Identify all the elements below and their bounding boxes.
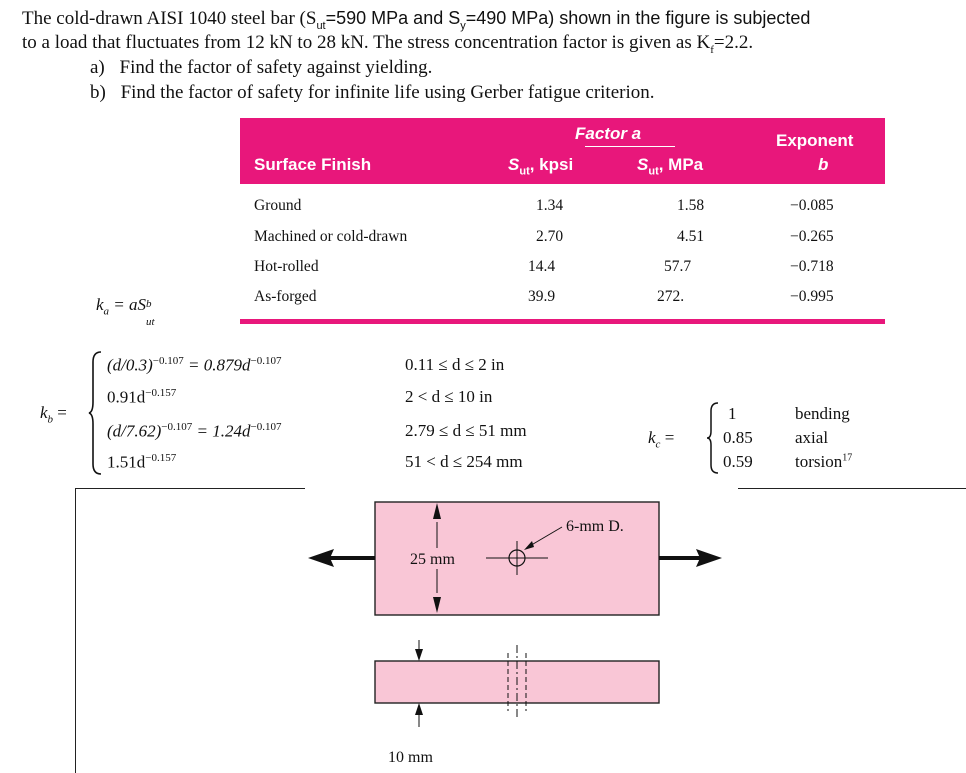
kc-value-3: 0.59 bbox=[723, 452, 753, 471]
kb-cond-4: 51 < d ≤ 254 mm bbox=[405, 452, 523, 471]
kc-load-3 bbox=[795, 452, 852, 472]
kb-case-2 bbox=[107, 387, 176, 408]
right-load-arrow bbox=[659, 549, 722, 567]
problem-part-a bbox=[90, 56, 432, 80]
row-1-b: −0.085 bbox=[790, 197, 834, 214]
sut-kpsi-sub: ut bbox=[519, 165, 530, 178]
left-load-arrow bbox=[308, 549, 375, 567]
sut-mpa-sub: ut bbox=[648, 165, 659, 178]
kc-load-3-footnote: 17 bbox=[842, 452, 853, 464]
kb-case-4-exp: −0.157 bbox=[145, 452, 177, 464]
part-b-label: b) bbox=[90, 82, 106, 103]
sut-mpa-s: S bbox=[637, 155, 649, 174]
row-4-kpsi: 39.9 bbox=[528, 288, 556, 305]
kb-cond-1: 0.11 ≤ d ≤ 2 in bbox=[405, 355, 505, 374]
header-exponent: Exponent bbox=[776, 131, 854, 150]
kb-case-3-rest-exp: −0.107 bbox=[250, 421, 282, 433]
kb-case-4-expr: 1.51d bbox=[107, 452, 146, 472]
thickness-label: 10 mm bbox=[388, 749, 433, 766]
problem-line-2-text-a: to a load that fluctuates from 12 kN to 28 kN. The stress concentration factor is given as K bbox=[22, 32, 711, 53]
kc-sub: c bbox=[655, 438, 661, 451]
kb-cond-2: 2 < d ≤ 10 in bbox=[405, 387, 493, 406]
header-factor-rule bbox=[585, 146, 675, 147]
problem-line-1-text-b: =590 MPa and S bbox=[325, 8, 461, 28]
kb-case-1-rest: = 0.879d bbox=[183, 355, 251, 375]
kb-case-2-expr: 0.91d bbox=[107, 387, 146, 407]
hole-label: 6-mm D. bbox=[566, 518, 624, 535]
part-a-label: a) bbox=[90, 57, 105, 78]
kb-case-3-expr: (d/7.62) bbox=[107, 421, 162, 441]
kb-eq: = bbox=[53, 403, 67, 422]
row-1-mpa: 1.58 bbox=[677, 197, 705, 214]
row-3-finish: Hot-rolled bbox=[254, 258, 319, 275]
problem-line-2-text-b: =2.2. bbox=[713, 32, 754, 53]
header-exponent-b: b bbox=[818, 155, 829, 174]
row-3-mpa: 57.7 bbox=[664, 258, 692, 275]
row-1-finish: Ground bbox=[254, 197, 302, 214]
kc-load-2: axial bbox=[795, 428, 829, 447]
table-bottom-rule bbox=[240, 319, 885, 324]
row-4-mpa: 272. bbox=[657, 288, 685, 305]
kb-sub: b bbox=[47, 413, 54, 426]
kc-lhs bbox=[648, 428, 674, 450]
kb-case-3-exp: −0.107 bbox=[161, 421, 193, 433]
ka-k: k bbox=[96, 295, 104, 314]
header-factor-a: Factor a bbox=[575, 124, 642, 143]
sut-kpsi-s: S bbox=[508, 155, 520, 174]
sy-subscript: y bbox=[460, 19, 466, 32]
ka-equation bbox=[96, 295, 162, 328]
figure-frame-top-left bbox=[75, 488, 305, 489]
kb-case-3 bbox=[107, 421, 281, 442]
kb-case-4 bbox=[107, 452, 176, 473]
ka-sub: a bbox=[103, 305, 110, 318]
kb-cond-3: 2.79 ≤ d ≤ 51 mm bbox=[405, 421, 527, 440]
row-2-finish: Machined or cold-drawn bbox=[254, 228, 408, 245]
kb-case-1-exp: −0.107 bbox=[152, 355, 184, 367]
kb-k: k bbox=[40, 403, 48, 422]
kc-eq: = bbox=[660, 428, 675, 447]
row-1-kpsi: 1.34 bbox=[536, 197, 564, 214]
problem-line-1-text-a: The cold-drawn AISI 1040 steel bar (S bbox=[22, 8, 317, 29]
row-3-b: −0.718 bbox=[790, 258, 834, 275]
kc-load-3-text: torsion bbox=[795, 452, 843, 471]
part-a-text: Find the factor of safety against yielding. bbox=[119, 57, 433, 78]
kc-k: k bbox=[648, 428, 656, 447]
kb-brace bbox=[88, 350, 104, 476]
figure-frame-top-right bbox=[738, 488, 966, 489]
part-b-text: Find the factor of safety for infinite life using Gerber fatigue criterion. bbox=[120, 82, 655, 103]
sut-subscript: ut bbox=[316, 19, 326, 32]
kb-case-1 bbox=[107, 355, 281, 376]
sut-mpa-unit: , MPa bbox=[658, 155, 704, 174]
header-sut-kpsi bbox=[508, 155, 573, 177]
row-2-kpsi: 2.70 bbox=[536, 228, 564, 245]
row-4-finish: As-forged bbox=[254, 288, 317, 305]
kf-subscript: f bbox=[710, 43, 714, 56]
ka-rhs: = aS bbox=[109, 295, 147, 314]
problem-part-b bbox=[90, 81, 655, 105]
ka-sup: b bbox=[146, 298, 152, 310]
kc-load-1: bending bbox=[795, 404, 850, 423]
row-2-mpa: 4.51 bbox=[677, 228, 705, 245]
header-sut-mpa bbox=[637, 155, 703, 177]
row-3-kpsi: 14.4 bbox=[528, 258, 556, 275]
kb-case-2-exp: −0.157 bbox=[145, 387, 177, 399]
width-label: 25 mm bbox=[410, 551, 455, 568]
row-4-b: −0.995 bbox=[790, 288, 834, 305]
header-surface-finish: Surface Finish bbox=[254, 155, 372, 174]
kb-case-1-rest-exp: −0.107 bbox=[250, 355, 282, 367]
sut-kpsi-unit: , kpsi bbox=[529, 155, 574, 174]
row-2-b: −0.265 bbox=[790, 228, 834, 245]
kc-brace bbox=[706, 401, 720, 475]
kb-case-1-expr: (d/0.3) bbox=[107, 355, 153, 375]
kb-case-3-rest: = 1.24d bbox=[192, 421, 251, 441]
kc-value-1: 1 bbox=[728, 404, 737, 423]
ka-sub-ut: ut bbox=[146, 316, 155, 328]
figure-frame-left bbox=[75, 488, 76, 773]
bar-figure bbox=[300, 495, 740, 770]
kb-lhs bbox=[40, 403, 67, 425]
kc-value-2: 0.85 bbox=[723, 428, 753, 447]
problem-line-1-text-c: =490 MPa) shown in the figure is subjected bbox=[465, 8, 811, 28]
